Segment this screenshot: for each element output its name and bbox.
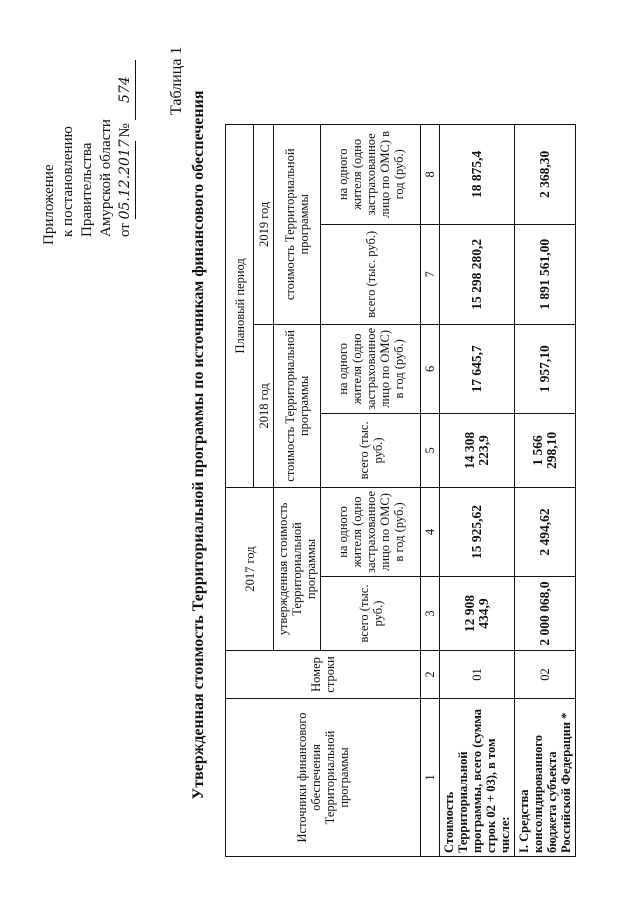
date-number-line [116, 45, 136, 245]
financing-table [225, 124, 576, 857]
column-number: 3 [421, 577, 440, 651]
header-cost-2018: стоимость Территориальной программы [274, 324, 321, 487]
cell-value: 15 925,62 [440, 487, 515, 576]
cell-value: 2 368,30 [515, 124, 576, 224]
appendix-header [40, 45, 136, 245]
header-total-2019: всего (тыс. руб.) [321, 224, 421, 324]
cell-value: 17 645,7 [440, 324, 515, 413]
cell-value: 14 308 223,9 [440, 413, 515, 487]
header-per-resident-2018: на одного жителя (одно застрахованное лицо по ОМС) в год (руб.) [321, 324, 421, 413]
row-label: Стоимость Территориальной программы, всего (сумма строк 02 + 03), в том числе: [440, 699, 515, 857]
number-prefix: № [117, 123, 133, 138]
header-cost-2019: стоимость Территориальной программы [274, 124, 321, 324]
appendix-line: Приложение [41, 164, 57, 245]
region-line: Амурской области [98, 119, 114, 237]
table-label: Таблица 1 [168, 46, 185, 115]
resolution-date: 05.12.2017 [116, 141, 136, 219]
header-total-2018: всего (тыс. руб.) [321, 413, 421, 487]
column-number: 2 [421, 651, 440, 699]
header-row-number: Номер строки [226, 651, 421, 699]
table-row [440, 124, 515, 856]
cell-value: 1 957,10 [515, 324, 576, 413]
resolution-line: к постановлению Правительства [60, 126, 95, 237]
cell-value: 15 298 280,2 [440, 224, 515, 324]
header-year-2017: 2017 год [226, 487, 274, 650]
column-number: 8 [421, 124, 440, 224]
cell-value: 1 891 561,00 [515, 224, 576, 324]
header-source: Источники финансового обеспечения Территориальной программы [226, 699, 421, 857]
column-number: 4 [421, 487, 440, 576]
column-number: 6 [421, 324, 440, 413]
column-number: 7 [421, 224, 440, 324]
row-label: I. Средства консолидированного бюджета субъекта Российской Федерации * [515, 699, 576, 857]
table-row [515, 124, 576, 856]
cell-value: 18 875,4 [440, 124, 515, 224]
header-per-resident-2019: на одного жителя (одно застрахованное лицо по ОМС) в год (руб.) [321, 124, 421, 224]
header-total-2017: всего (тыс. руб.) [321, 577, 421, 651]
resolution-number: 574 [116, 60, 136, 120]
column-number: 1 [421, 699, 440, 857]
row-number: 01 [440, 651, 515, 699]
cell-value: 1 566 298,10 [515, 413, 576, 487]
cell-value: 12 908 434,9 [440, 577, 515, 651]
date-prefix: от [117, 223, 133, 237]
cell-value: 2 000 068,0 [515, 577, 576, 651]
header-planned-period: Плановый период [226, 124, 254, 487]
document-title: Утвержденная стоимость Территориальной программы по источникам финансового обеспечения [190, 90, 207, 800]
row-number: 02 [515, 651, 576, 699]
column-number-row [421, 124, 440, 856]
header-year-2019: 2019 год [254, 124, 274, 324]
column-number: 5 [421, 413, 440, 487]
cell-value: 2 494,62 [515, 487, 576, 576]
header-per-resident-2017: на одного жителя (одно застрахованное лицо по ОМС) в год (руб.) [321, 487, 421, 576]
header-approved-cost: утвержденная стоимость Территориальной программы [274, 487, 321, 650]
header-year-2018: 2018 год [254, 324, 274, 487]
